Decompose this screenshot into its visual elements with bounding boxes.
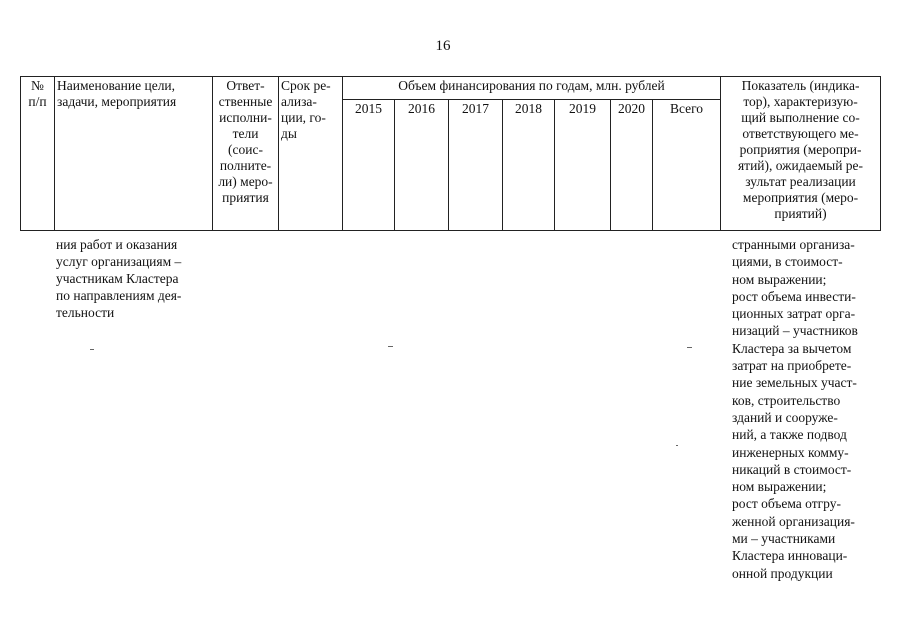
scan-speck bbox=[676, 445, 678, 446]
header-term: Срок ре- ализа- ции, го- ды bbox=[279, 77, 343, 231]
scan-speck bbox=[90, 349, 94, 350]
header-row-number: № п/п bbox=[21, 77, 55, 231]
header-year-2015: 2015 bbox=[343, 100, 395, 231]
header-indicator: Показатель (индика- тор), характеризую- щий выполнение со- ответствующего ме- роприятия (меропри- ятий), ожидаемый ре- зультат реализации мероприятия (меро- приятий) bbox=[721, 77, 881, 231]
header-goal-name: Наименование цели, задачи, мероприятия bbox=[55, 77, 213, 231]
header-year-2019: 2019 bbox=[555, 100, 611, 231]
header-total: Всего bbox=[653, 100, 721, 231]
scan-speck bbox=[687, 347, 692, 348]
continuation-activity-text: ния работ и оказания услуг организациям – участникам Кластера по направлениям дея- тельности bbox=[56, 237, 182, 320]
financing-table bbox=[20, 76, 881, 231]
page-number: 16 bbox=[435, 38, 451, 54]
scan-speck bbox=[388, 346, 393, 347]
header-year-2016: 2016 bbox=[395, 100, 449, 231]
continuation-indicator-text: странными организа- циями, в стоимост- ном выражении; рост объема инвести- ционных затрат орга- низаций – участников Кластера за вычетом затрат на приобрете- ние земельных участ- ков, строительство зданий и сооруже- ний, а также подвод инженерных комму- никаций в стоимост- ном выражении; рост объема отгру- женной организация- ми – участниками Кластера инноваци- онной продукции bbox=[732, 237, 858, 581]
header-funding: Объем финансирования по годам, млн. рублей bbox=[343, 77, 721, 100]
header-year-2018: 2018 bbox=[503, 100, 555, 231]
header-executors: Ответ- ственные исполни- тели (соис- полните- ли) меро- приятия bbox=[213, 77, 279, 231]
header-year-2017: 2017 bbox=[449, 100, 503, 231]
header-year-2020: 2020 bbox=[611, 100, 653, 231]
